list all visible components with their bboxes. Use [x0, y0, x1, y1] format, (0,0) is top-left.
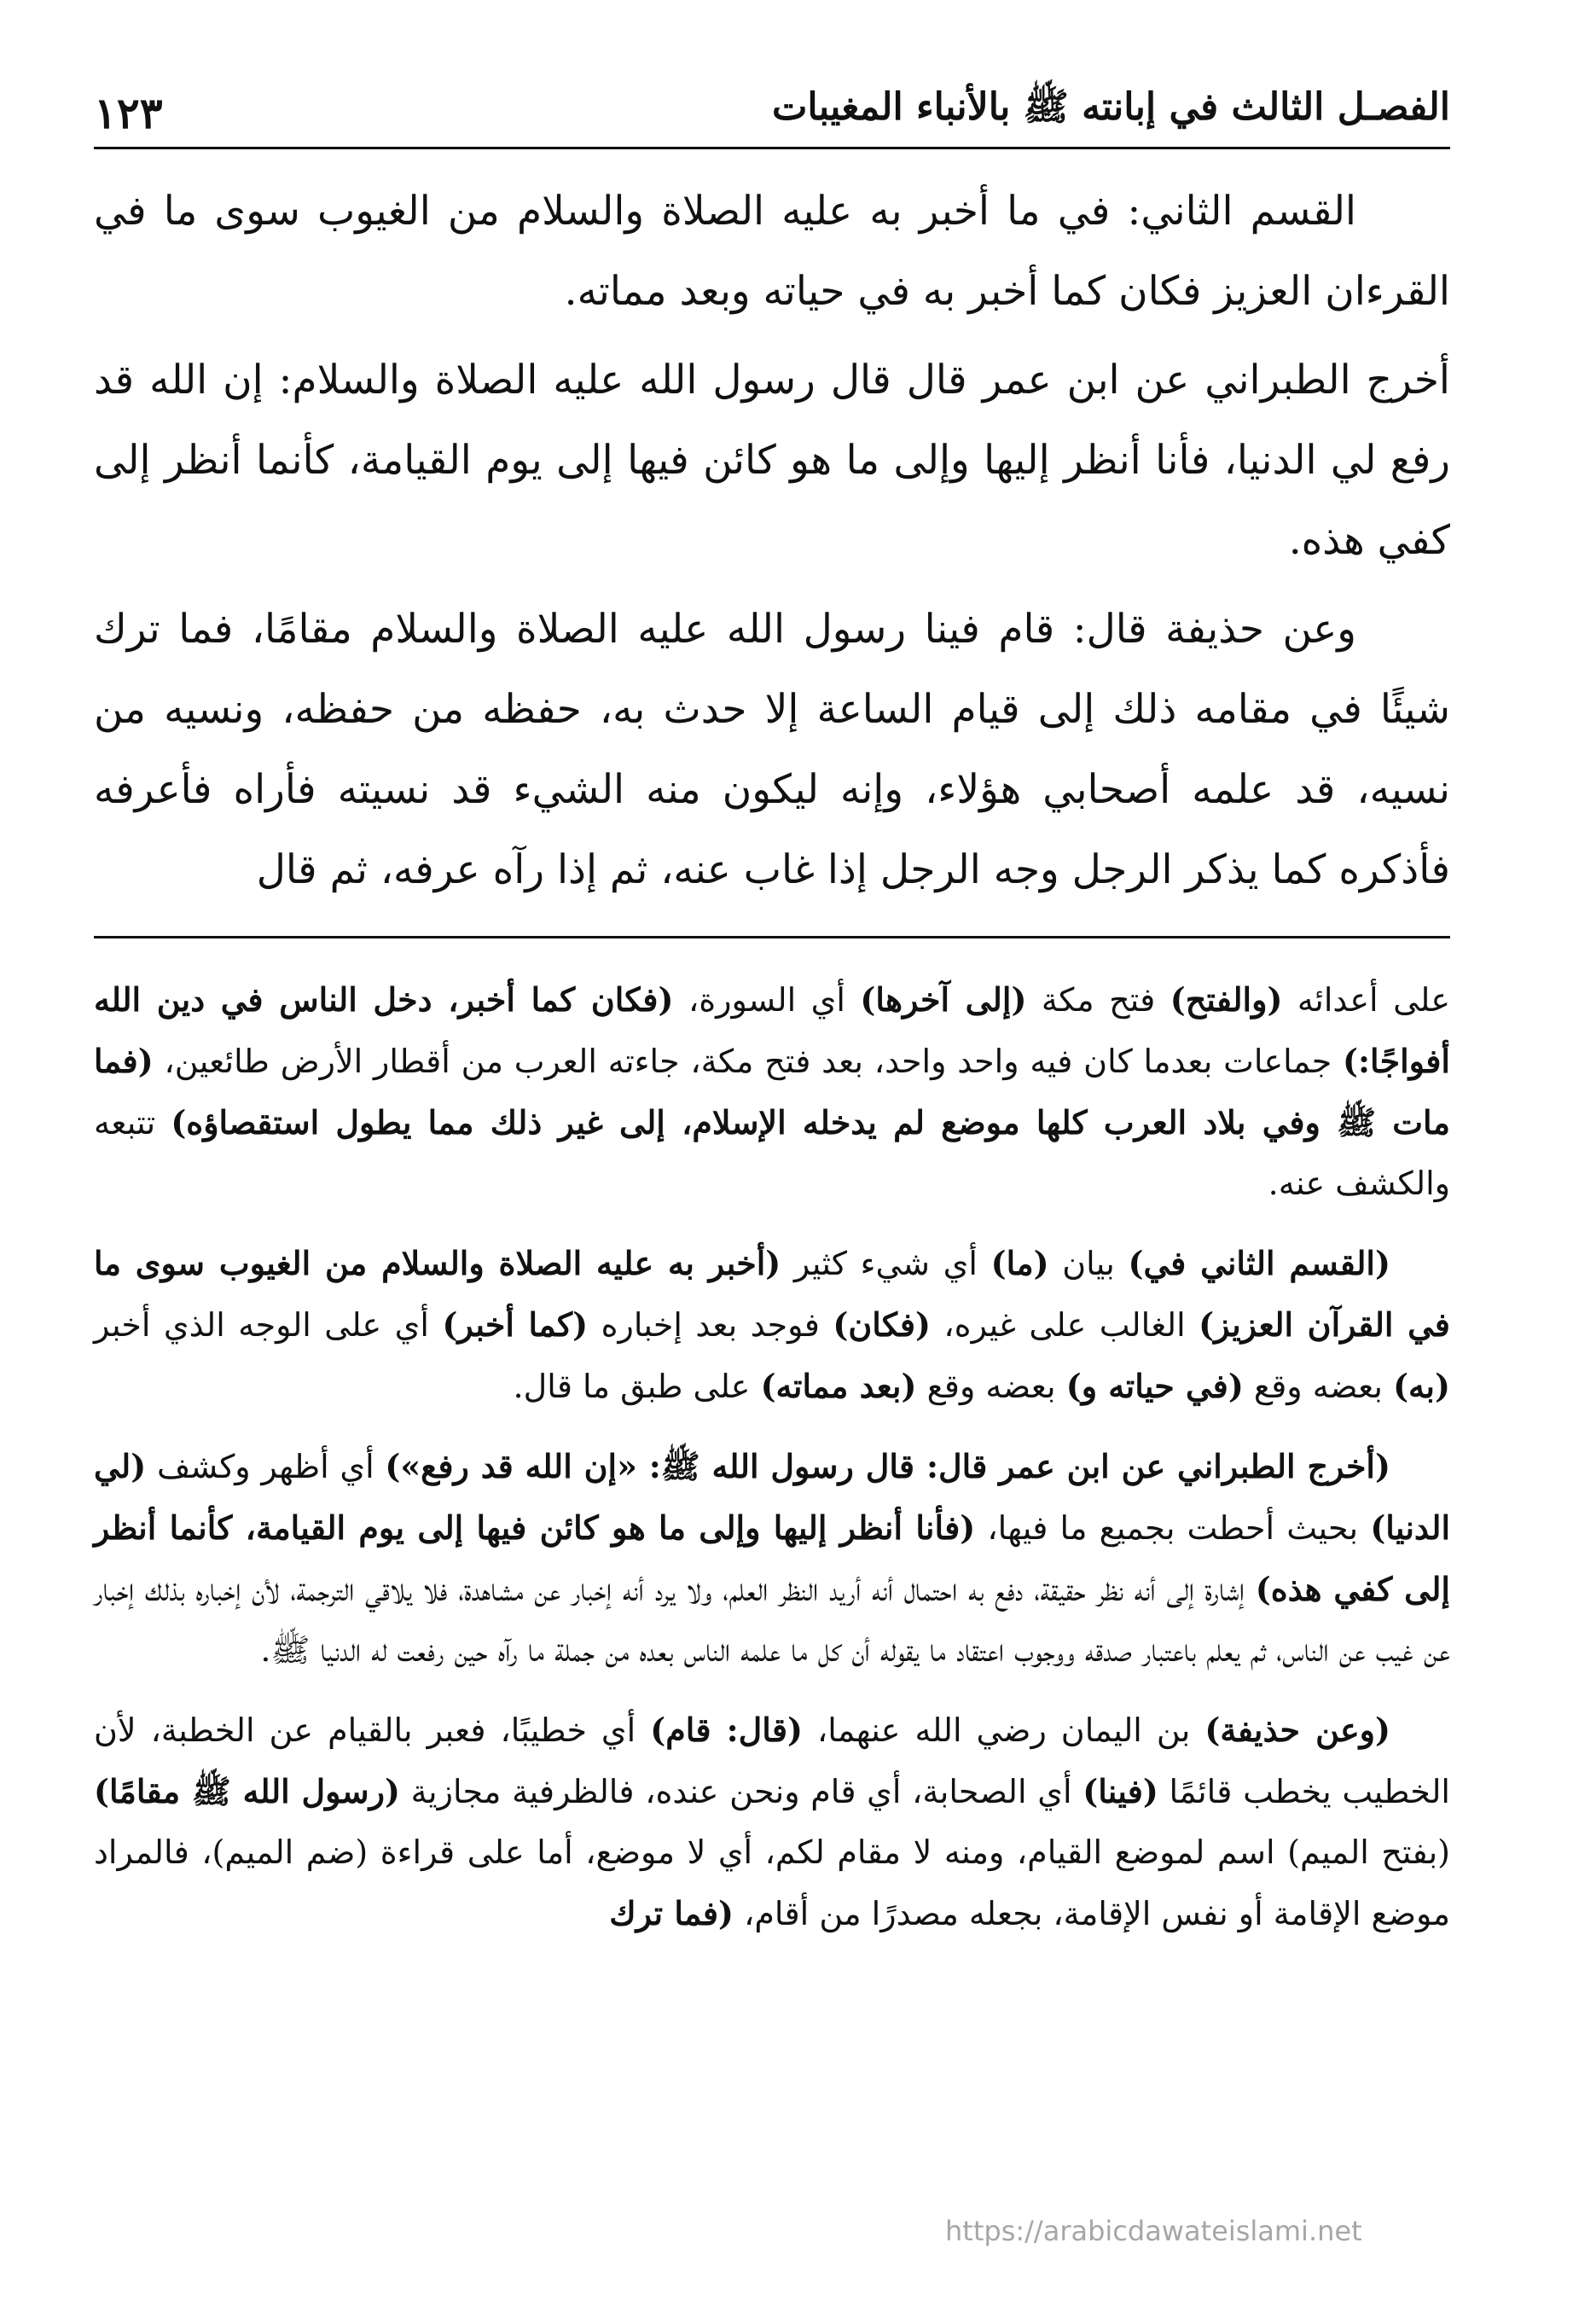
commentary: [94, 969, 1450, 1944]
footnote-divider: [94, 936, 1450, 938]
quoted-text: (فما مات ﷺ وفي بلاد العرب كلها موضع لم يدخله الإسلام، إلى غير ذلك مما يطول استقصاؤه): [94, 1042, 1450, 1142]
commentary-text: جماعات بعدما كان فيه واحد واحد، بعد فتح مكة، جاءته العرب من أقطار الأرض طائعين،: [164, 1043, 1332, 1080]
main-paragraph-2: أخرج الطبراني عن ابن عمر قال قال رسول الله عليه الصلاة والسلام: إن الله قد رفع لي الدنيا، فأنا أنظر إليها وإلى ما هو كائن فيها إلى يوم القيامة، كأنما أنظر إلى كفي هذه.: [94, 357, 1450, 564]
main-paragraph-3: وعن حذيفة قال: قام فينا رسول الله عليه الصلاة والسلام مقامًا، فما ترك شيئًا في مقامه ذلك إلى قيام الساعة إلا حدث به، حفظه من حفظه، ونسيه من نسيه، قد علمه أصحابي هؤلاء، وإنه ليكون منه الشيء قد نسيته فأراه فأعرفه فأذكره كما يذكر الرجل وجه الرجل إذا غاب عنه، ثم إذا رآه عرفه، ثم قال: [94, 606, 1450, 893]
commentary-text: فوجد بعد إخباره: [601, 1306, 820, 1344]
commentary-text: أي أظهر وكشف: [156, 1448, 374, 1485]
watermark-url: https://arabicdawateislami.net: [945, 2215, 1362, 2247]
commentary-paragraph-3: [94, 1436, 1450, 1681]
commentary-text: بن اليمان رضي الله عنهما،: [816, 1711, 1191, 1749]
commentary-text: أي الصحابة، أي قام ونحن عنده، فالظرفية مجازية: [410, 1773, 1072, 1810]
commentary-paragraph-1: [94, 969, 1450, 1214]
quoted-text: (أخرج الطبراني عن ابن عمر قال: قال رسول الله ﷺ: «إن الله قد رفع»): [385, 1447, 1390, 1485]
commentary-paragraph-2: [94, 1233, 1450, 1417]
chapter-title: الفصـل الثالث في إبانته ﷺ بالأنباء المغيبات: [772, 85, 1450, 129]
quoted-text: (والفتح): [1170, 980, 1283, 1019]
commentary-text: أي خطيبًا، فعبر بالقيام عن الخطبة، لأن الخطيب يخطب قائمًا: [94, 1711, 1450, 1810]
quoted-text: (فأنا أنظر إليها وإلى ما هو كائن فيها إلى يوم القيامة، كأنما أنظر إلى كفي هذه): [94, 1508, 1450, 1608]
commentary-text: بعضه وقع: [1253, 1368, 1383, 1405]
page-number: ١٢٣: [94, 88, 163, 138]
quoted-text: (فما ترك: [609, 1894, 734, 1932]
main-text: [94, 171, 1450, 910]
quoted-text: (قال: قام): [650, 1711, 803, 1749]
quoted-text: (في حياته و): [1065, 1367, 1244, 1405]
commentary-text: أي على الوجه الذي أخبر: [94, 1306, 429, 1344]
quoted-text: (إلى آخرها): [860, 980, 1027, 1019]
commentary-text: بعضه وقع: [926, 1368, 1056, 1405]
quoted-text: (فينا): [1083, 1772, 1158, 1810]
commentary-text: فتح مكة: [1041, 981, 1156, 1019]
quoted-text: (فكان كما أخبر، دخل الناس في دين الله أفواجًا:): [94, 980, 1450, 1080]
commentary-text: تتبعه والكشف عنه.: [94, 1104, 1450, 1202]
quoted-text: (به): [1393, 1367, 1450, 1405]
commentary-text: على طبق ما قال.: [513, 1368, 751, 1405]
commentary-paragraph-4: [94, 1699, 1450, 1944]
quoted-text: (رسول الله ﷺ مقامًا): [94, 1772, 400, 1810]
main-paragraph-1: القسم الثاني: في ما أخبر به عليه الصلاة والسلام من الغيوب سوى ما في القرءان العزيز فكان كما أخبر به في حياته وبعد مماته.: [94, 188, 1450, 315]
quoted-text: (كما أخبر): [442, 1305, 589, 1344]
running-header: [94, 60, 1450, 149]
commentary-text: أي شيء كثير: [793, 1245, 978, 1282]
commentary-text: على أعدائه: [1297, 981, 1451, 1019]
quoted-text: (بعد مماته): [760, 1367, 917, 1405]
commentary-text: أي السورة،: [688, 981, 845, 1019]
quoted-text: (فكان): [833, 1305, 931, 1344]
book-page: [94, 60, 1450, 2295]
commentary-text: الغالب على غيره،: [943, 1306, 1186, 1344]
quoted-text: (أخبر به عليه الصلاة والسلام من الغيوب سوى ما في القرآن العزيز): [94, 1244, 1450, 1344]
quoted-text: (القسم الثاني في): [1128, 1244, 1390, 1282]
quoted-text: (ما): [990, 1244, 1049, 1282]
quoted-text: (لي الدنيا): [94, 1447, 1450, 1547]
quoted-text: (وعن حذيفة): [1204, 1711, 1390, 1749]
commentary-text: بحيث أحطت بجميع ما فيها،: [987, 1509, 1359, 1547]
commentary-text: بيان: [1062, 1245, 1115, 1282]
commentary-text: (بفتح الميم) اسم لموضع القيام، ومنه لا مقام لكم، أي لا موضع، أما على قراءة (ضم الميم)، فالمراد موضع الإقامة أو نفس الإقامة، بجعله مصدرًا من أقام،: [94, 1833, 1450, 1932]
commentary-text: إشارة إلى أنه نظر حقيقة، دفع به احتمال أنه أريد النظر العلم، ولا يرد أنه إخبار عن مشاهدة، فلا يلاقي الترجمة، لأن إخباره بذلك إخبار عن غيب عن الناس، ثم يعلم باعتبار صدقه ووجوب اعتقاد ما يقوله أن كل ما علمه الناس بعده من جملة ما رآه حين رفعت له الدنيا ﷺ.: [94, 1571, 1450, 1669]
